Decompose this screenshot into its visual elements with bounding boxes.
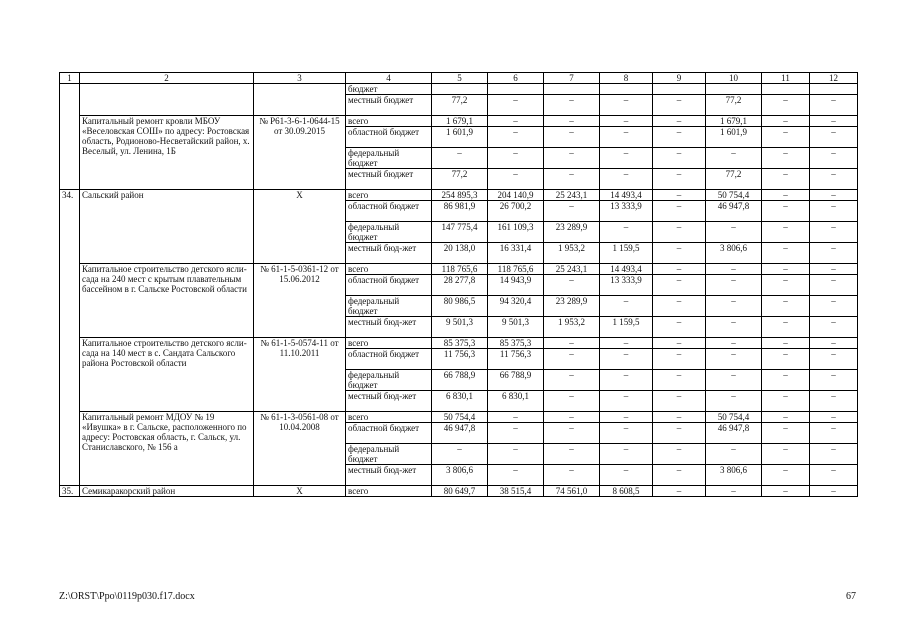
value-cell: 6 830,1	[432, 391, 488, 412]
object-name-cell	[80, 84, 254, 116]
value-cell: –	[653, 243, 706, 264]
value-cell: –	[544, 169, 600, 190]
value-cell: 23 289,9	[544, 296, 600, 317]
value-cell: 118 765,6	[488, 264, 544, 275]
value-cell: –	[653, 444, 706, 465]
row-number-cell	[60, 84, 80, 190]
value-cell: –	[762, 169, 810, 190]
object-name-cell: Семикаракорский район	[80, 486, 254, 497]
value-cell: 66 788,9	[488, 370, 544, 391]
value-cell: –	[600, 412, 653, 423]
value-cell: 161 109,3	[488, 222, 544, 243]
value-cell: 46 947,8	[706, 201, 762, 222]
value-cell: –	[762, 370, 810, 391]
value-cell: 46 947,8	[706, 423, 762, 444]
document-number-cell: Х	[254, 190, 346, 264]
value-cell: –	[762, 317, 810, 338]
header-cell: 2	[80, 73, 254, 84]
header-cell: 4	[346, 73, 432, 84]
value-cell: –	[488, 465, 544, 486]
value-cell: –	[653, 148, 706, 169]
budget-type-cell: местный бюд-жет	[346, 391, 432, 412]
budget-type-cell: всего	[346, 264, 432, 275]
value-cell: –	[488, 423, 544, 444]
value-cell: 20 138,0	[432, 243, 488, 264]
value-cell	[810, 84, 858, 95]
value-cell: –	[810, 465, 858, 486]
value-cell: –	[706, 486, 762, 497]
value-cell: –	[810, 116, 858, 127]
value-cell: 86 981,9	[432, 201, 488, 222]
value-cell: –	[762, 486, 810, 497]
value-cell: –	[810, 317, 858, 338]
budget-type-cell: местный бюд-жет	[346, 317, 432, 338]
value-cell: –	[762, 95, 810, 116]
table-row	[60, 116, 858, 127]
header-cell: 6	[488, 73, 544, 84]
table-row	[60, 264, 858, 275]
value-cell: –	[600, 222, 653, 243]
footer-page-number: 67	[846, 591, 856, 602]
value-cell: –	[544, 201, 600, 222]
value-cell: 13 333,9	[600, 201, 653, 222]
value-cell: –	[810, 243, 858, 264]
value-cell: 66 788,9	[432, 370, 488, 391]
value-cell: –	[544, 423, 600, 444]
value-cell: –	[488, 444, 544, 465]
table-row	[60, 486, 858, 497]
budget-type-cell: федеральный бюджет	[346, 370, 432, 391]
value-cell: –	[653, 222, 706, 243]
value-cell: 1 679,1	[706, 116, 762, 127]
budget-type-cell: местный бюджет	[346, 95, 432, 116]
value-cell	[600, 84, 653, 95]
value-cell: –	[544, 391, 600, 412]
object-name-cell: Капитальное строительство детского ясли-сада на 240 мест с крытым плавательным бассейном в г. Сальске Ростовской области	[80, 264, 254, 338]
value-cell: 85 375,3	[432, 338, 488, 349]
value-cell: 77,2	[432, 169, 488, 190]
value-cell: –	[653, 465, 706, 486]
value-cell: –	[544, 444, 600, 465]
budget-type-cell: федеральный бюджет	[346, 148, 432, 169]
header-cell: 7	[544, 73, 600, 84]
value-cell: –	[653, 169, 706, 190]
header-cell: 1	[60, 73, 80, 84]
value-cell: –	[810, 486, 858, 497]
value-cell: –	[600, 169, 653, 190]
value-cell: –	[810, 370, 858, 391]
value-cell: –	[544, 465, 600, 486]
value-cell	[653, 84, 706, 95]
value-cell: 13 333,9	[600, 275, 653, 296]
object-name-cell: Сальский район	[80, 190, 254, 264]
value-cell: 9 501,3	[488, 317, 544, 338]
document-number-cell: № 61-1-5-0574-11 от 11.10.2011	[254, 338, 346, 412]
value-cell: –	[653, 338, 706, 349]
value-cell: –	[810, 169, 858, 190]
value-cell: 11 756,3	[488, 349, 544, 370]
value-cell: –	[706, 317, 762, 338]
document-number-cell: Х	[254, 486, 346, 497]
value-cell: 204 140,9	[488, 190, 544, 201]
value-cell: 77,2	[432, 95, 488, 116]
value-cell: –	[706, 444, 762, 465]
value-cell: –	[544, 95, 600, 116]
value-cell: 28 277,8	[432, 275, 488, 296]
value-cell: –	[706, 222, 762, 243]
value-cell	[762, 84, 810, 95]
value-cell: –	[600, 95, 653, 116]
value-cell: 26 700,2	[488, 201, 544, 222]
value-cell: 8 608,5	[600, 486, 653, 497]
budget-type-cell: областной бюджет	[346, 275, 432, 296]
value-cell: –	[762, 243, 810, 264]
value-cell: –	[762, 423, 810, 444]
value-cell: 94 320,4	[488, 296, 544, 317]
value-cell: –	[600, 338, 653, 349]
value-cell	[544, 84, 600, 95]
value-cell: –	[653, 275, 706, 296]
value-cell: 14 943,9	[488, 275, 544, 296]
value-cell: –	[653, 296, 706, 317]
value-cell: –	[600, 391, 653, 412]
value-cell: –	[653, 201, 706, 222]
value-cell: –	[706, 338, 762, 349]
budget-type-cell: областной бюджет	[346, 423, 432, 444]
value-cell: –	[488, 116, 544, 127]
object-name-cell: Капитальное строительство детского ясли-сада на 140 мест в с. Сандата Сальского района Ростовской области	[80, 338, 254, 412]
value-cell: 25 243,1	[544, 190, 600, 201]
object-name-cell: Капитальный ремонт кровли МБОУ «Веселовская СОШ» по адресу: Ростовская область, Родионово-Несветайский район, х. Веселый, ул. Ленина, 1Б	[80, 116, 254, 190]
value-cell: –	[600, 465, 653, 486]
value-cell: –	[706, 370, 762, 391]
value-cell: 3 806,6	[706, 243, 762, 264]
value-cell: –	[653, 349, 706, 370]
table-row	[60, 190, 858, 201]
value-cell: 3 806,6	[432, 465, 488, 486]
footer-file-path: Z:\ORST\Ppo\0119p030.f17.docx	[59, 591, 195, 602]
value-cell: –	[810, 338, 858, 349]
document-number-cell: № 61-1-5-0361-12 от 15.06.2012	[254, 264, 346, 338]
value-cell: –	[762, 148, 810, 169]
value-cell: –	[706, 391, 762, 412]
table-row	[60, 84, 858, 95]
value-cell: –	[810, 423, 858, 444]
table-row	[60, 412, 858, 423]
value-cell: 1 601,9	[706, 127, 762, 148]
budget-type-cell: федеральный бюджет	[346, 222, 432, 243]
value-cell: –	[810, 201, 858, 222]
value-cell: 25 243,1	[544, 264, 600, 275]
value-cell: –	[488, 412, 544, 423]
value-cell: –	[653, 317, 706, 338]
value-cell: –	[653, 190, 706, 201]
value-cell	[488, 84, 544, 95]
value-cell: –	[653, 391, 706, 412]
budget-table	[59, 72, 858, 497]
value-cell: 80 986,5	[432, 296, 488, 317]
value-cell: 1 679,1	[432, 116, 488, 127]
value-cell: 254 895,3	[432, 190, 488, 201]
value-cell: –	[653, 95, 706, 116]
value-cell: –	[600, 423, 653, 444]
header-cell: 8	[600, 73, 653, 84]
value-cell: 23 289,9	[544, 222, 600, 243]
value-cell: –	[762, 222, 810, 243]
document-number-cell: № 61-1-3-0561-08 от 10.04.2008	[254, 412, 346, 486]
value-cell: 16 331,4	[488, 243, 544, 264]
budget-type-cell: местный бюд-жет	[346, 465, 432, 486]
value-cell: –	[810, 264, 858, 275]
value-cell: –	[762, 275, 810, 296]
value-cell: –	[810, 190, 858, 201]
value-cell: –	[762, 338, 810, 349]
value-cell: –	[810, 95, 858, 116]
value-cell: 85 375,3	[488, 338, 544, 349]
value-cell: –	[706, 349, 762, 370]
value-cell	[432, 84, 488, 95]
value-cell: 80 649,7	[432, 486, 488, 497]
value-cell: –	[544, 412, 600, 423]
value-cell: –	[488, 169, 544, 190]
value-cell: –	[653, 116, 706, 127]
value-cell: –	[544, 338, 600, 349]
value-cell: –	[544, 370, 600, 391]
value-cell: –	[810, 444, 858, 465]
value-cell: 11 756,3	[432, 349, 488, 370]
value-cell: –	[762, 349, 810, 370]
value-cell: –	[600, 444, 653, 465]
value-cell: –	[600, 370, 653, 391]
value-cell: –	[544, 127, 600, 148]
value-cell: 50 754,4	[432, 412, 488, 423]
value-cell: –	[706, 275, 762, 296]
value-cell: –	[600, 349, 653, 370]
value-cell: 14 493,4	[600, 190, 653, 201]
header-cell: 9	[653, 73, 706, 84]
value-cell: –	[544, 275, 600, 296]
value-cell: –	[600, 148, 653, 169]
value-cell: –	[488, 95, 544, 116]
budget-type-cell: областной бюджет	[346, 127, 432, 148]
value-cell: 1 953,2	[544, 243, 600, 264]
value-cell: 38 515,4	[488, 486, 544, 497]
budget-type-cell: всего	[346, 190, 432, 201]
document-number-cell: № Р61-3-6-1-0644-15 от 30.09.2015	[254, 116, 346, 190]
value-cell: –	[544, 148, 600, 169]
value-cell: –	[653, 412, 706, 423]
budget-type-cell: всего	[346, 116, 432, 127]
header-cell: 11	[762, 73, 810, 84]
table-row	[60, 338, 858, 349]
value-cell: –	[810, 296, 858, 317]
value-cell: –	[653, 127, 706, 148]
value-cell: 1 953,2	[544, 317, 600, 338]
value-cell: –	[762, 190, 810, 201]
header-cell: 10	[706, 73, 762, 84]
value-cell: –	[706, 264, 762, 275]
value-cell: –	[810, 412, 858, 423]
value-cell: –	[488, 148, 544, 169]
value-cell: –	[600, 116, 653, 127]
value-cell: 50 754,4	[706, 412, 762, 423]
value-cell: 1 601,9	[432, 127, 488, 148]
value-cell: 1 159,5	[600, 243, 653, 264]
value-cell: –	[653, 423, 706, 444]
budget-type-cell: бюджет	[346, 84, 432, 95]
budget-type-cell: местный бюджет	[346, 169, 432, 190]
value-cell: –	[488, 127, 544, 148]
value-cell: –	[432, 444, 488, 465]
value-cell: –	[762, 116, 810, 127]
header-row	[60, 73, 858, 84]
value-cell: 50 754,4	[706, 190, 762, 201]
budget-type-cell: областной бюджет	[346, 201, 432, 222]
value-cell: 6 830,1	[488, 391, 544, 412]
value-cell: 14 493,4	[600, 264, 653, 275]
value-cell: –	[762, 127, 810, 148]
value-cell: 77,2	[706, 95, 762, 116]
value-cell: 118 765,6	[432, 264, 488, 275]
value-cell: –	[706, 296, 762, 317]
object-name-cell: Капитальный ремонт МДОУ № 19 «Ивушка» в г. Сальске, расположенного по адресу: Ростовская область, г. Сальск, ул. Станиславского, № 156 а	[80, 412, 254, 486]
value-cell: –	[544, 349, 600, 370]
header-cell: 5	[432, 73, 488, 84]
value-cell: –	[810, 222, 858, 243]
value-cell: –	[810, 127, 858, 148]
value-cell: –	[762, 296, 810, 317]
value-cell: –	[810, 349, 858, 370]
value-cell: 1 159,5	[600, 317, 653, 338]
row-number-cell: 35.	[60, 486, 80, 497]
value-cell: –	[653, 264, 706, 275]
value-cell: –	[762, 412, 810, 423]
value-cell: –	[762, 444, 810, 465]
budget-type-cell: федеральный бюджет	[346, 296, 432, 317]
value-cell: –	[762, 391, 810, 412]
budget-type-cell: всего	[346, 338, 432, 349]
value-cell: –	[706, 148, 762, 169]
value-cell: 74 561,0	[544, 486, 600, 497]
value-cell: –	[810, 275, 858, 296]
value-cell	[706, 84, 762, 95]
value-cell: 9 501,3	[432, 317, 488, 338]
budget-type-cell: всего	[346, 486, 432, 497]
budget-type-cell: областной бюджет	[346, 349, 432, 370]
value-cell: –	[810, 391, 858, 412]
value-cell: 77,2	[706, 169, 762, 190]
value-cell: –	[810, 148, 858, 169]
value-cell: 147 775,4	[432, 222, 488, 243]
value-cell: –	[762, 201, 810, 222]
value-cell: –	[600, 127, 653, 148]
value-cell: –	[600, 296, 653, 317]
value-cell: 3 806,6	[706, 465, 762, 486]
value-cell: –	[544, 116, 600, 127]
value-cell: –	[653, 486, 706, 497]
value-cell: –	[762, 264, 810, 275]
budget-type-cell: местный бюд-жет	[346, 243, 432, 264]
budget-type-cell: федеральный бюджет	[346, 444, 432, 465]
value-cell: 46 947,8	[432, 423, 488, 444]
budget-type-cell: всего	[346, 412, 432, 423]
header-cell: 3	[254, 73, 346, 84]
value-cell: –	[653, 370, 706, 391]
value-cell: –	[762, 465, 810, 486]
header-cell: 12	[810, 73, 858, 84]
document-number-cell	[254, 84, 346, 116]
row-number-cell: 34.	[60, 190, 80, 486]
value-cell: –	[432, 148, 488, 169]
